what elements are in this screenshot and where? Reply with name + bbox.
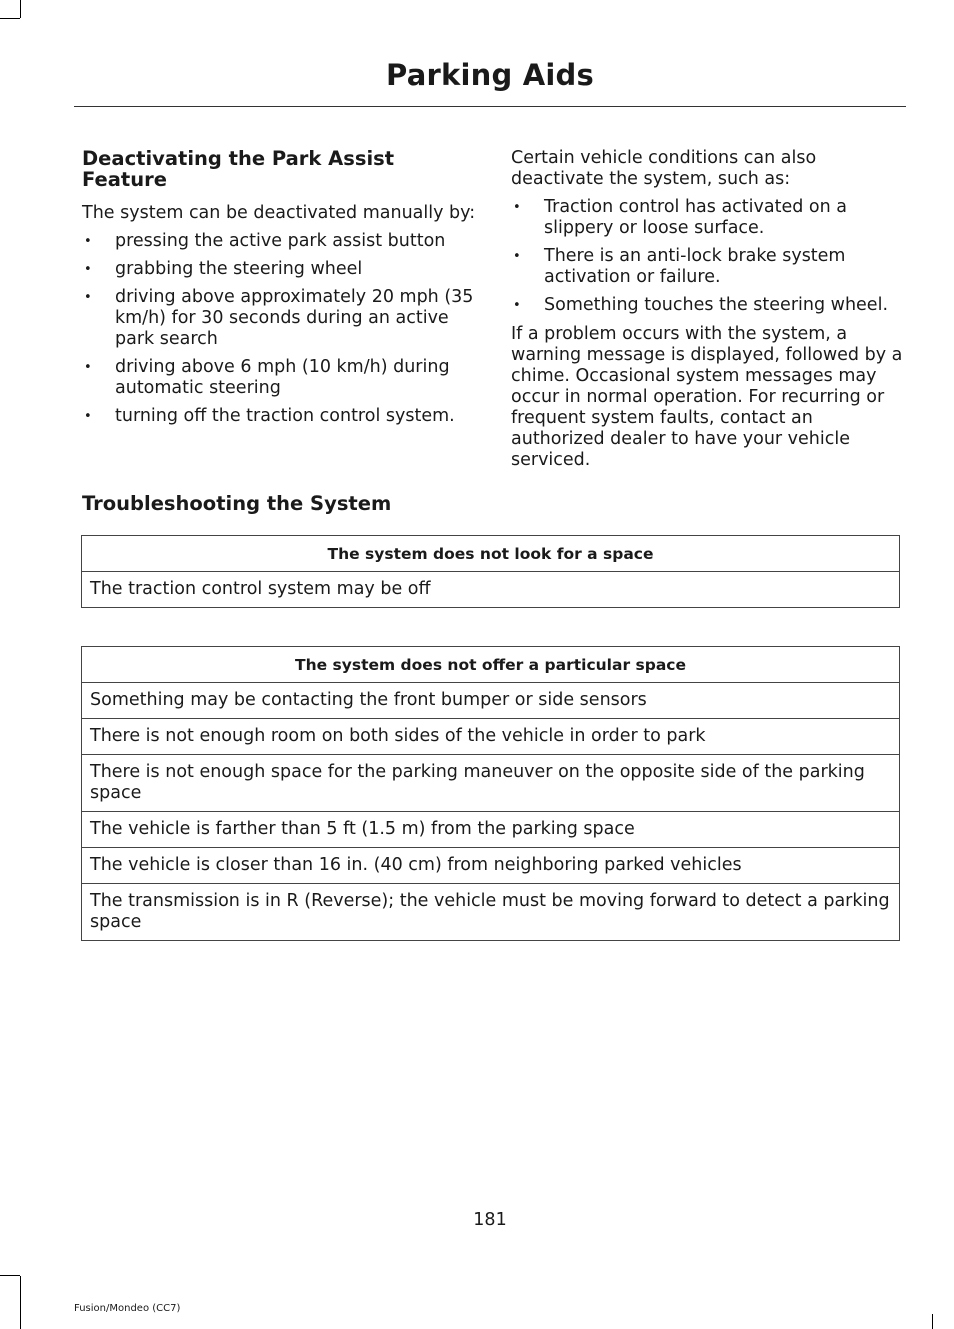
table-cell: There is not enough space for the parking maneuver on the opposite side of the parking space xyxy=(82,755,900,812)
table-row xyxy=(82,719,900,755)
list-item: • turning off the traction control system. xyxy=(82,406,477,427)
left-column xyxy=(82,148,477,435)
list-item: • pressing the active park assist button xyxy=(82,231,477,252)
table-row xyxy=(82,848,900,884)
problem-paragraph: If a problem occurs with the system, a warning message is displayed, followed by a chime. Occasional system messages may occur in normal operation. For recurring or frequent system faults, contact an authorized dealer to have your vehicle serviced. xyxy=(511,324,903,470)
section-heading-deactivating: Deactivating the Park Assist Feature xyxy=(82,147,395,191)
crop-mark xyxy=(0,18,20,19)
list-item: • Traction control has activated on a slippery or loose surface. xyxy=(511,197,906,239)
right-intro: Certain vehicle conditions can also deactivate the system, such as: xyxy=(511,148,817,189)
table-row xyxy=(82,812,900,848)
list-item: • There is an anti-lock brake system activation or failure. xyxy=(511,246,906,288)
table-row xyxy=(82,572,900,608)
list-item: • driving above approximately 20 mph (35 km/h) for 30 seconds during an active park search xyxy=(82,287,477,350)
table-cell: The transmission is in R (Reverse); the vehicle must be moving forward to detect a parking space xyxy=(82,884,900,941)
page-number: 181 xyxy=(473,1210,507,1230)
troubleshooting-table-offer xyxy=(81,646,900,941)
section-heading-troubleshooting: Troubleshooting the System xyxy=(82,492,392,515)
table-cell: The traction control system may be off xyxy=(82,572,900,608)
right-column xyxy=(511,148,906,478)
left-intro: The system can be deactivated manually by: xyxy=(82,203,476,223)
table-header: The system does not offer a particular space xyxy=(82,647,900,683)
table-row xyxy=(82,683,900,719)
table-cell: The vehicle is closer than 16 in. (40 cm) from neighboring parked vehicles xyxy=(82,848,900,884)
list-item: • grabbing the steering wheel xyxy=(82,259,477,280)
page-title: Parking Aids xyxy=(386,58,594,92)
header-divider xyxy=(74,106,906,107)
table-cell: Something may be contacting the front bumper or side sensors xyxy=(82,683,900,719)
deactivation-list xyxy=(82,231,477,427)
troubleshooting-table-look xyxy=(81,535,900,608)
list-item: • driving above 6 mph (10 km/h) during automatic steering xyxy=(82,357,477,399)
list-item: • Something touches the steering wheel. xyxy=(511,295,906,316)
crop-mark xyxy=(932,1314,933,1329)
table-cell: The vehicle is farther than 5 ft (1.5 m) from the parking space xyxy=(82,812,900,848)
table-row xyxy=(82,755,900,812)
table-cell: There is not enough room on both sides of the vehicle in order to park xyxy=(82,719,900,755)
table-header: The system does not look for a space xyxy=(82,536,900,572)
conditions-list xyxy=(511,197,906,316)
footer-model-label: Fusion/Mondeo (CC7) xyxy=(74,1303,181,1314)
crop-mark xyxy=(0,1275,20,1276)
crop-mark xyxy=(20,0,21,18)
table-row xyxy=(82,884,900,941)
crop-mark xyxy=(20,1276,21,1329)
